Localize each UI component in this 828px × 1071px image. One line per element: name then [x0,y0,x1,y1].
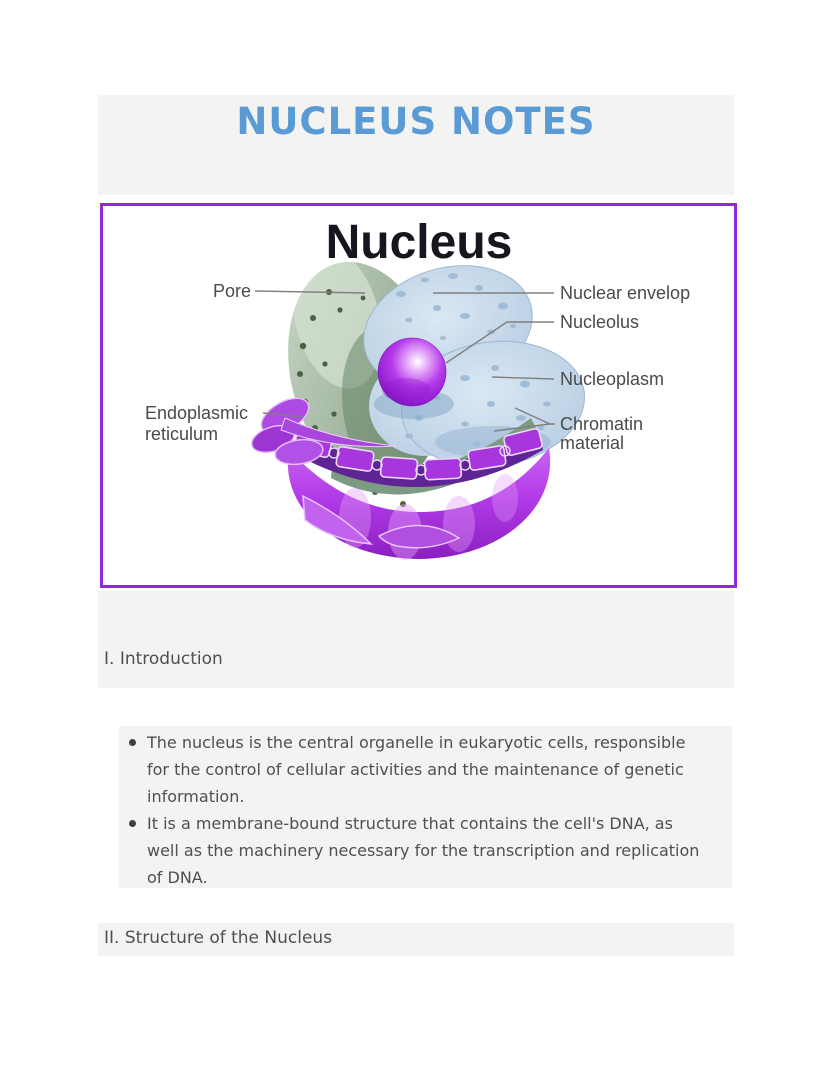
label-nucleolus: Nucleolus [560,312,640,332]
page-title: NUCLEUS NOTES [236,100,596,143]
title-block [98,95,734,195]
structure-heading: II. Structure of the Nucleus [104,928,333,948]
bullet-text: The nucleus is the central organelle in eukaryotic cells, responsible for the control of cellular activities and the maintenance of genetic information. [147,733,686,806]
figure-title: Nucleus [325,216,513,269]
label-er-line2: reticulum [145,424,219,444]
bullet-item [119,729,707,810]
section-introduction [98,591,734,688]
nucleus-figure-frame [100,203,737,588]
label-chromatin-line1: Chromatin [560,414,644,434]
label-nuclear-envelop: Nuclear envelop [560,283,691,303]
label-chromatin-line2: material [560,433,625,453]
label-er-line1: Endoplasmic [145,403,249,423]
bullet-item [119,810,707,891]
label-nucleoplasm: Nucleoplasm [560,369,665,389]
section-structure [98,923,734,956]
bullet-text: It is a membrane-bound structure that contains the cell's DNA, as well as the machinery necessary for the transcription and replication of DNA. [147,814,700,887]
nucleus-illustration [103,206,734,585]
intro-heading: I. Introduction [104,649,223,669]
label-pore: Pore [212,281,251,301]
bullet-list-block [119,726,732,888]
bullet-list [119,729,707,891]
